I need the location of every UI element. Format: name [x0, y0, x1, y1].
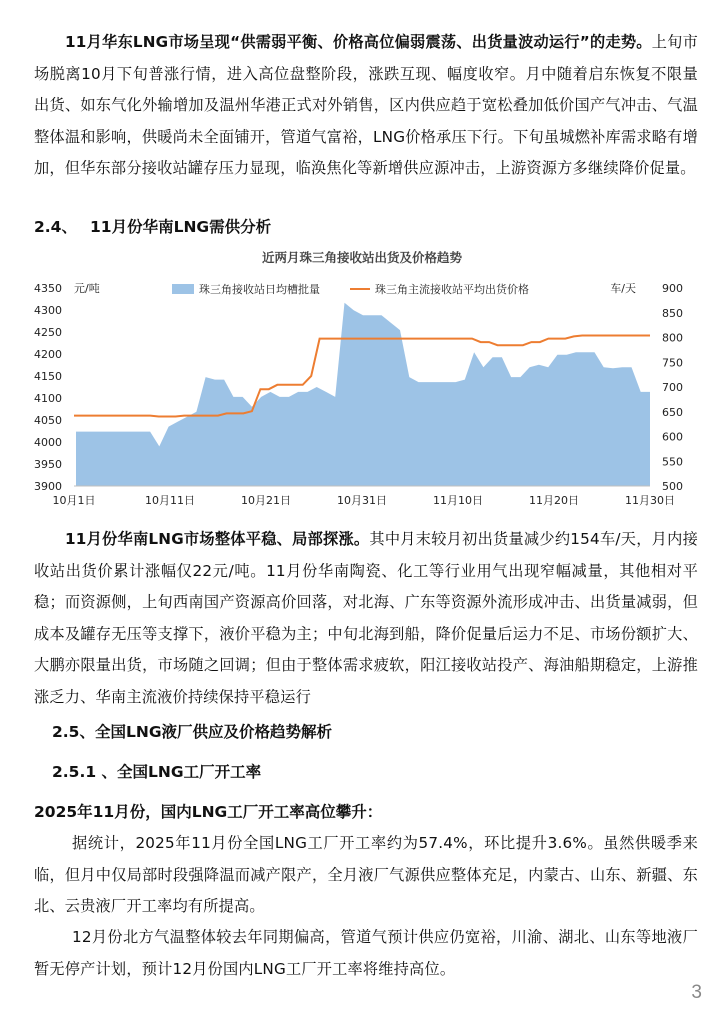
chart-legend [172, 282, 529, 296]
heading-title: 全国LNG液厂供应及价格趋势解析 [94, 723, 333, 741]
left-y-tick-label: 4250 [34, 326, 62, 339]
x-tick-label: 11月30日 [625, 494, 675, 507]
x-tick-label: 10月21日 [241, 494, 291, 507]
left-y-tick-label: 3900 [34, 480, 62, 493]
right-y-tick-label: 800 [662, 331, 683, 345]
left-y-tick-label: 4300 [34, 304, 62, 317]
legend-label-area: 珠三角接收站日均槽批量 [199, 283, 320, 296]
heading-number: 2.5、 [52, 723, 95, 741]
right-y-tick-label: 600 [662, 430, 683, 444]
right-y-tick-label: 550 [662, 455, 683, 469]
section-heading-2-5-1 [52, 760, 261, 782]
left-y-tick-label: 4200 [34, 348, 62, 361]
right-y-tick-label: 650 [662, 405, 683, 419]
right-y-tick-label: 750 [662, 356, 683, 370]
south-china-body: 其中月末较月初出货量减少约154车/天，月内接收站出货价累计涨幅仅22元/吨。11月份华南陶瓷、化工等行业用气出现窄幅减量，其他相对平稳；而资源侧，上旬西南国产资源高价回落，对北海、广东等资源外流形成冲击、出货量减弱，但成本及罐存无压等支撑下，液价平稳为主；中旬北海到船，降价促量后运力不足、市场份额扩大、大鹏亦限量出货，市场随之回调；但由于整体需求疲软，阳江接收站投产、海油船期稳定，上游推涨乏力、华南主流液价持续保持平稳运行 [34, 530, 698, 706]
section-heading-2-5 [52, 720, 332, 742]
legend-swatch-area [172, 284, 194, 294]
left-y-tick-label: 4350 [34, 282, 62, 295]
x-tick-label: 11月20日 [529, 494, 579, 507]
left-y-tick-label: 4150 [34, 370, 62, 383]
heading-title: 11月份华南LNG需供分析 [90, 218, 272, 236]
capacity-rate-paragraph: 据统计，2025年11月份全国LNG工厂开工率约为57.4%，环比提升3.6%。虽然供暖季来临，但月中仅局部时段强降温而减产限产，全月液厂气源供应整体充足，内蒙古、山东、新疆、东北、云贵液厂开工率均有所提高。 [34, 834, 698, 915]
left-y-tick-label: 4050 [34, 414, 62, 427]
x-tick-label: 10月11日 [145, 494, 195, 507]
right-y-tick-label: 850 [662, 306, 683, 320]
x-tick-label: 10月1日 [52, 494, 96, 507]
right-y-tick-label: 500 [662, 480, 683, 493]
capacity-subheading: 2025年11月份，国内LNG工厂开工率高位攀升： [34, 803, 383, 821]
pearl-river-delta-chart [14, 240, 710, 512]
east-china-lead: 11月华东LNG市场呈现“供需弱平衡、价格高位偏弱震荡、出货量波动运行”的走势。 [65, 33, 652, 51]
right-axis-unit: 车/天 [610, 282, 636, 295]
chart-title: 近两月珠三角接收站出货及价格趋势 [261, 250, 463, 265]
section-heading-2-4 [34, 215, 271, 237]
south-china-lead: 11月份华南LNG市场整体平稳、局部探涨。 [65, 530, 370, 548]
left-axis-unit: 元/吨 [74, 282, 100, 295]
daily-dispatch-area [76, 303, 650, 486]
heading-number: 2.4、 [34, 218, 77, 236]
east-china-paragraph [34, 27, 698, 185]
x-tick-label: 11月10日 [433, 494, 483, 507]
left-y-tick-label: 4000 [34, 436, 62, 449]
page-number: 3 [691, 982, 702, 1003]
south-china-paragraph [34, 524, 698, 713]
chart-svg [14, 240, 710, 512]
right-y-tick-label: 900 [662, 282, 683, 295]
heading-title: 全国LNG工厂开工率 [117, 763, 262, 781]
x-tick-label: 10月31日 [337, 494, 387, 507]
forecast-paragraph: 12月份北方气温整体较去年同期偏高，管道气预计供应仍宽裕，川渝、湖北、山东等地液厂暂无停产计划，预计12月份国内LNG工厂开工率将维持高位。 [34, 928, 698, 978]
east-china-body: 上旬市场脱离10月下旬普涨行情，进入高位盘整阶段，涨跌互现、幅度收窄。月中随着启东恢复不限量出货、如东气化外输增加及温州华港正式对外销售，区内供应趋于宽松叠加低价国产气冲击、气温整体温和影响，供暖尚未全面铺开，管道气富裕，LNG价格承压下行。下旬虽城燃补库需求略有增加，但华东部分接收站罐存压力显现，临涣焦化等新增供应源冲击，上游资源方多继续降价促量。 [34, 33, 698, 177]
right-y-tick-label: 700 [662, 381, 683, 394]
left-y-tick-label: 3950 [34, 458, 62, 471]
left-y-tick-label: 4100 [34, 392, 62, 405]
legend-label-line: 珠三角主流接收站平均出货价格 [375, 283, 529, 296]
heading-number: 2.5.1 、 [52, 763, 118, 781]
